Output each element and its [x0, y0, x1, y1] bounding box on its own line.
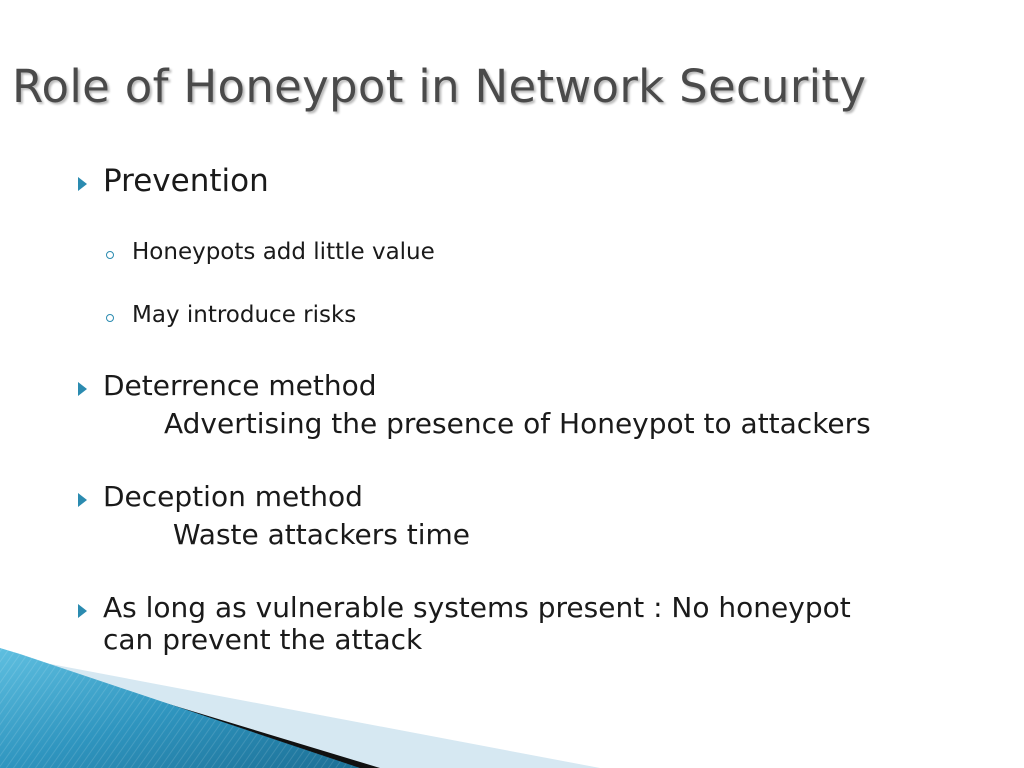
- bullet-deception-detail: Waste attackers time: [164, 518, 471, 551]
- sub-bullet-ring-icon: [106, 314, 114, 322]
- bullet-arrow-icon: [78, 493, 87, 507]
- bullet-deterrence: Deterrence method: [103, 369, 377, 402]
- bullet-deterrence-detail: Advertising the presence of Honeypot to attackers: [164, 407, 871, 440]
- sub-bullet-risks: May introduce risks: [132, 302, 357, 328]
- bullet-arrow-icon: [78, 177, 87, 191]
- sub-bullet-ring-icon: [106, 251, 114, 259]
- bullet-vulnerable-systems: As long as vulnerable systems present : No honeypot: [103, 591, 851, 624]
- bullet-prevention: Prevention: [103, 163, 269, 199]
- bullet-arrow-icon: [78, 604, 87, 618]
- bullet-arrow-icon: [78, 382, 87, 396]
- decorative-swoosh: [0, 640, 1024, 768]
- bullet-vulnerable-systems-continuation: can prevent the attack: [103, 623, 423, 656]
- bullet-deception: Deception method: [103, 480, 363, 513]
- sub-bullet-little-value: Honeypots add little value: [132, 239, 435, 265]
- slide-title: Role of Honeypot in Network Security: [12, 60, 867, 113]
- blue-texture-shape: [0, 648, 360, 768]
